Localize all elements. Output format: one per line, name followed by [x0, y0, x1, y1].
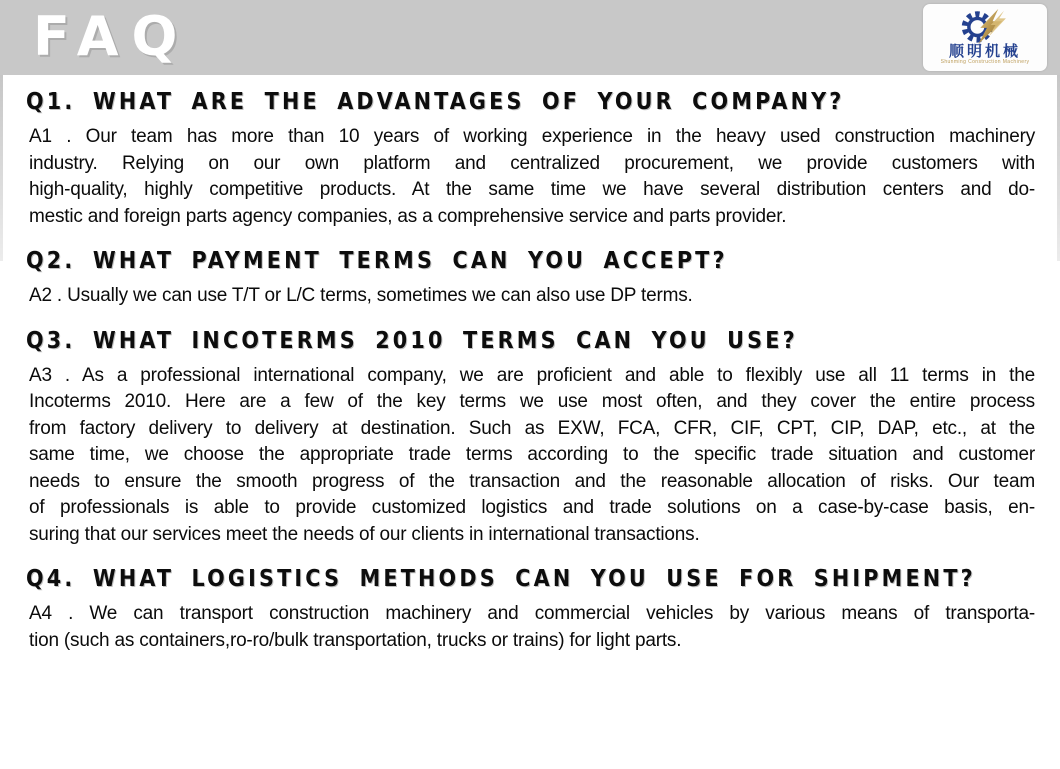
logo-company-subtext: Shunming Construction Machinery	[940, 59, 1030, 65]
company-logo	[923, 4, 1047, 71]
faq-question: Q3. WHAT INCOTERMS 2010 TERMS CAN YOU USE?	[26, 327, 798, 354]
faq-answer	[29, 124, 1035, 230]
answer-line: Incoterms 2010. Here are a few of the key terms we use most often, and they cover the entire process	[29, 391, 1035, 412]
answer-line: from factory delivery to delivery at destination. Such as EXW, FCA, CFR, CIF, CPT, CIP, DAP, etc., at the	[29, 417, 1035, 439]
faq-question: Q1. WHAT ARE THE ADVANTAGES OF YOUR COMPANY?	[26, 89, 845, 115]
answer-line: A3 . As a professional international company, we are proficient and able to flexibly use all 11 terms in the	[29, 364, 1035, 386]
answer-line: same time, we choose the appropriate trade terms according to the specific trade situation and customer	[29, 444, 1035, 465]
gear-lightning-icon	[953, 7, 1017, 45]
faq-answer	[29, 283, 1035, 310]
answer-line: of professionals is able to provide customized logistics and trade solutions on a case-by-case basis, en-	[29, 497, 1035, 518]
faq-item-q4	[26, 567, 1035, 654]
header-banner	[0, 0, 1060, 75]
faq-item-q2	[26, 249, 1035, 310]
answer-line: A1 . Our team has more than 10 years of working experience in the heavy used construction machinery	[29, 126, 1035, 147]
page-title: FAQ	[33, 5, 191, 68]
answer-line: industry. Relying on our own platform and centralized procurement, we provide customers with	[29, 152, 1035, 174]
faq-item-q3	[26, 329, 1035, 549]
faq-question: Q2. WHAT PAYMENT TERMS CAN YOU ACCEPT?	[26, 248, 728, 274]
logo-company-name: 顺明机械	[948, 42, 1021, 60]
faq-content	[0, 75, 1060, 673]
answer-line: high-quality, highly competitive products. At the same time we have several distribution centers and do-	[29, 179, 1035, 200]
answer-line: needs to ensure the smooth progress of the transaction and the reasonable allocation of risks. Our team	[29, 470, 1035, 492]
answer-line: A4 . We can transport construction machinery and commercial vehicles by various means of transporta-	[29, 603, 1035, 624]
faq-question: Q4. WHAT LOGISTICS METHODS CAN YOU USE FOR SHIPMENT?	[26, 566, 976, 592]
faq-item-q1	[26, 90, 1035, 230]
faq-answer	[29, 363, 1035, 549]
faq-answer	[29, 601, 1035, 654]
answer-line: mestic and foreign parts agency companies, as a comprehensive service and parts provider.	[29, 205, 787, 227]
answer-line: tion (such as containers,ro-ro/bulk transportation, trucks or trains) for light parts.	[29, 629, 682, 651]
answer-line: A2 . Usually we can use T/T or L/C terms, sometimes we can also use DP terms.	[29, 285, 693, 306]
answer-line: suring that our services meet the needs of our clients in international transactions.	[29, 523, 700, 545]
